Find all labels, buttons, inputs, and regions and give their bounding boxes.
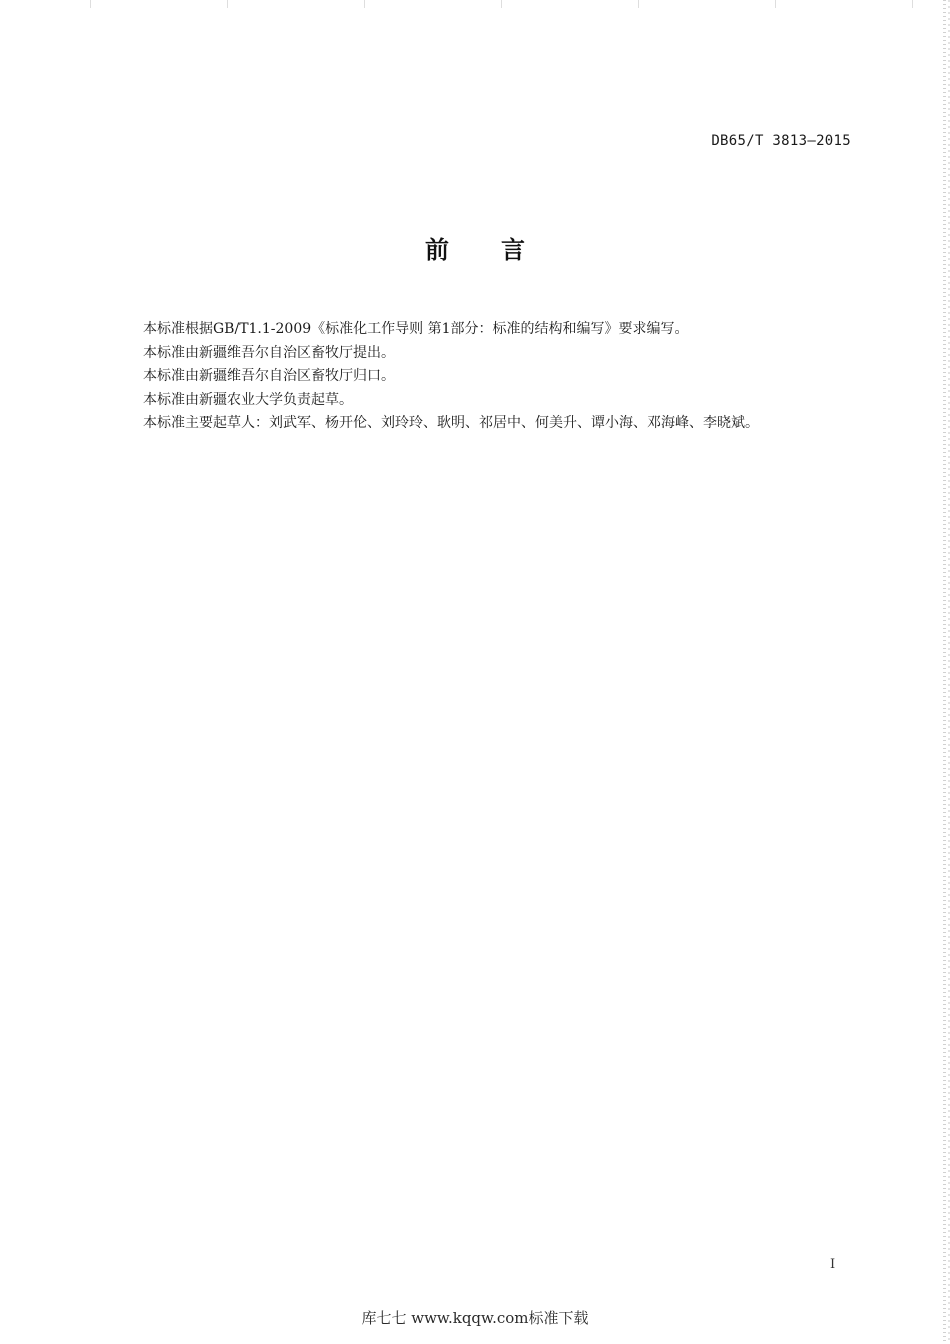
scan-top-marks [0, 0, 950, 8]
foreword-line: 本标准由新疆维吾尔自治区畜牧厅归口。 [143, 368, 395, 385]
document-code: DB65/T 3813—2015 [711, 133, 851, 149]
foreword-line: 本标准主要起草人：刘武军、杨开伦、刘玲玲、耿明、祁居中、何美升、谭小海、邓海峰、李晓斌。 [143, 415, 759, 432]
footer-watermark: 库七七 www.kqqw.com标准下载 [361, 1309, 589, 1327]
foreword-line: 本标准根据GB/T1.1-2009《标准化工作导则 第1部分：标准的结构和编写》要求编写。 [143, 321, 689, 337]
foreword-line: 本标准由新疆维吾尔自治区畜牧厅提出。 [143, 344, 395, 361]
page-number: I [830, 1257, 836, 1272]
foreword-body [143, 318, 883, 436]
foreword-line: 本标准由新疆农业大学负责起草。 [143, 391, 353, 408]
page-title: 前言 [425, 236, 577, 264]
scan-edge-strip [943, 0, 946, 1344]
